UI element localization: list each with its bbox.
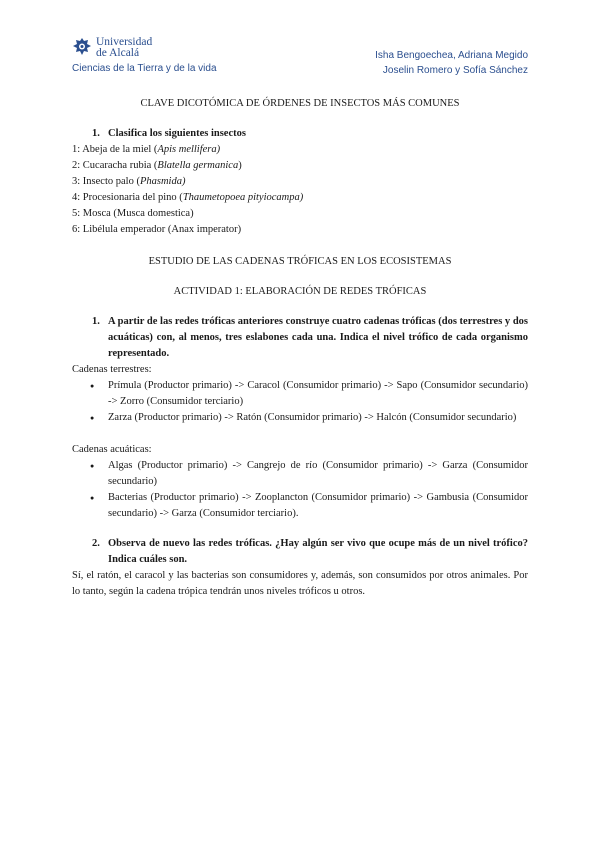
question-text: A partir de las redes tróficas anteriores construye cuatro cadenas tróficas (dos terrestres y dos acuáticas) con, al menos, tres eslabones cada una. Indica el nivel trófico de cada organismo representado. [108, 316, 528, 359]
answer-text: Sí, el ratón, el caracol y las bacterias son consumidores y, además, son consumidos por otros animales. Por lo tanto, según la cadena trópica tendrán unos niveles tróficos u otros. [72, 570, 528, 597]
authors-line2: Joselin Romero y Sofía Sánchez [382, 65, 528, 76]
aquatic-label: Cadenas acuáticas: [72, 444, 152, 455]
insect-list [72, 142, 528, 238]
question-text: Clasifica los siguientes insectos [108, 128, 246, 139]
insect-item: 2: Cucaracha rubia (Blatella germanica) [72, 160, 242, 171]
page-header [72, 36, 528, 80]
activity-question-2 [72, 536, 528, 568]
list-item: ● Zarza (Productor primario) -> Ratón (Consumidor primario) -> Halcón (Consumidor secundario) [72, 410, 528, 426]
activity-question-1 [72, 314, 528, 362]
university-crest-icon [72, 37, 92, 59]
list-item: ● Bacterias (Productor primario) -> Zooplancton (Consumidor primario) -> Gambusia (Consumidor secundario) -> Garza (Consumidor terciario). [72, 490, 528, 522]
insect-item: 4: Procesionaria del pino (Thaumetopoea pityiocampa) [72, 192, 304, 203]
header-authors [375, 48, 528, 78]
terrestrial-chains [72, 378, 528, 426]
insect-item: 1: Abeja de la miel (Apis mellifera) [72, 144, 221, 155]
logo-text-line2: de Alcalá [96, 47, 140, 59]
university-logo [72, 36, 152, 60]
list-item: ● Prímula (Productor primario) -> Caracol (Consumidor primario) -> Sapo (Consumidor secundario) -> Zorro (Consumidor terciario) [72, 378, 528, 410]
authors-line1: Isha Bengoechea, Adriana Megido [375, 50, 528, 61]
insect-item: 3: Insecto palo (Phasmida) [72, 176, 186, 187]
section2-title: ESTUDIO DE LAS CADENAS TRÓFICAS EN LOS ECOSISTEMAS [148, 256, 452, 267]
section1-question [72, 126, 528, 142]
insect-item: 6: Libélula emperador (Anax imperator) [72, 224, 242, 235]
document-body [72, 96, 528, 600]
logo-wordmark [96, 37, 152, 59]
header-subtitle: Ciencias de la Tierra y de la vida [72, 63, 217, 74]
list-item: ● Algas (Productor primario) -> Cangrejo de río (Consumidor primario) -> Garza (Consumidor secundario) [72, 458, 528, 490]
question-number: 1. [92, 128, 100, 139]
question-text: Observa de nuevo las redes tróficas. ¿Hay algún ser vivo que ocupe más de un nivel trófico? Indica cuáles son. [108, 538, 528, 565]
section1-title: CLAVE DICOTÓMICA DE ÓRDENES DE INSECTOS MÁS COMUNES [140, 98, 460, 109]
terrestrial-label: Cadenas terrestres: [72, 364, 152, 375]
question-number: 1. [92, 316, 100, 327]
insect-item: 5: Mosca (Musca domestica) [72, 208, 194, 219]
logo-text-line1: Universidad [96, 36, 153, 48]
question-number: 2. [92, 538, 100, 549]
activity-title: ACTIVIDAD 1: ELABORACIÓN DE REDES TRÓFICAS [173, 286, 427, 297]
aquatic-chains [72, 458, 528, 522]
